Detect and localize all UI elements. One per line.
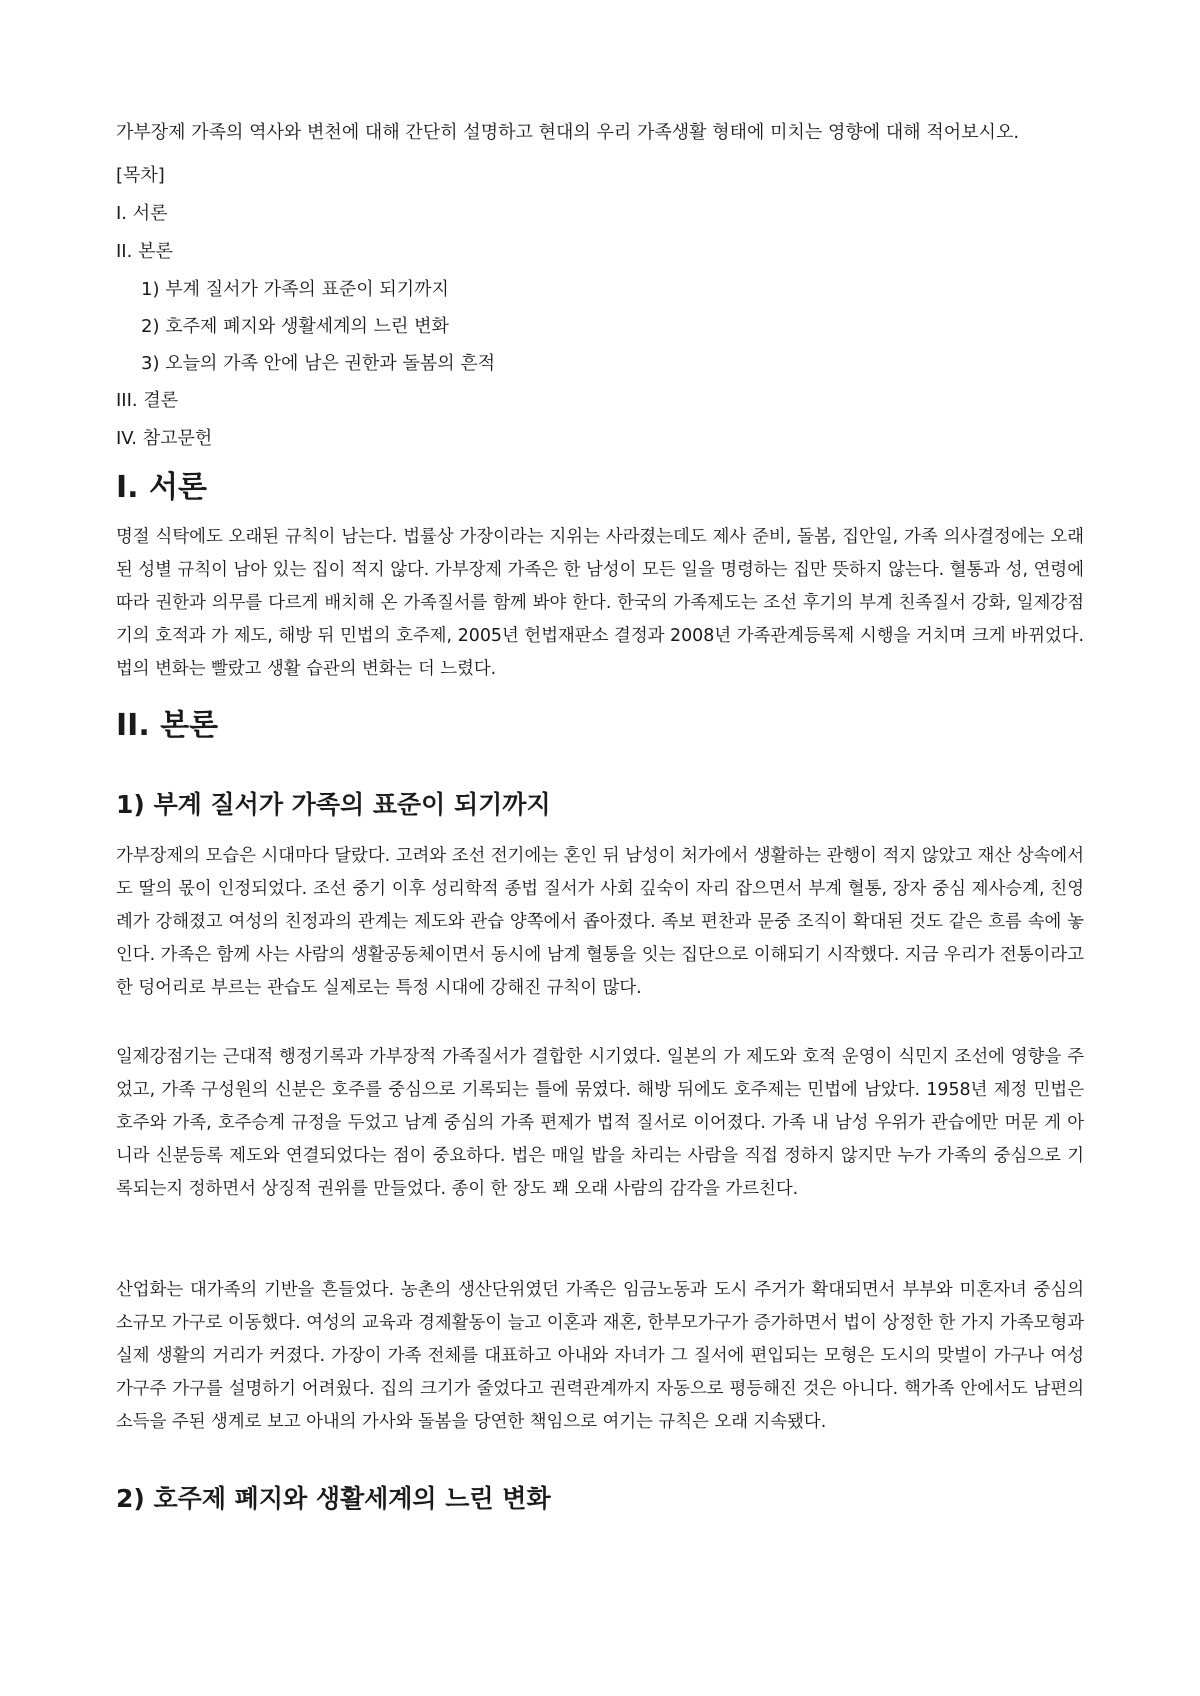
body-paragraph-2: 일제강점기는 근대적 행정기록과 가부장적 가족질서가 결합한 시기였다. 일본의 가 제도와 호적 운영이 식민지 조선에 영향을 주었고, 가족 구성원의 신분은 호주를 중심으로 기록되는 틀에 묶였다. 해방 뒤에도 호주제는 민법에 남았다. 1958년 제정 민법은 호주와 가족, 호주승계 규정을 두었고 남계 중심의 가족 편제가 법적 질서로 이어졌다. 가족 내 남성 우위가 관습에만 머문 게 아니라 신분등록 제도와 연결되었다는 점이 중요하다. 법은 매일 밥을 차리는 사람을 직접 정하지 않지만 누가 가족의 중심으로 기록되는지 정하면서 상징적 권위를 만들었다. 종이 한 장도 꽤 오래 사람의 감각을 가르친다. (116, 1047, 1084, 1199)
toc-item-body-2: 2) 호주제 폐지와 생활세계의 느린 변화 (141, 316, 449, 337)
body-paragraph-1: 가부장제의 모습은 시대마다 달랐다. 고려와 조선 전기에는 혼인 뒤 남성이 처가에서 생활하는 관행이 적지 않았고 재산 상속에서도 딸의 몫이 인정되었다. 조선 중기 이후 성리학적 종법 질서가 사회 깊숙이 자리 잡으면서 부계 혈통, 장자 중심 제사승계, 친영례가 강해졌고 여성의 친정과의 관계는 제도와 관습 양쪽에서 좁아졌다. 족보 편찬과 문중 조직이 확대된 것도 같은 흐름 속에 놓인다. 가족은 함께 사는 사람의 생활공동체이면서 동시에 남계 혈통을 잇는 집단으로 이해되기 시작했다. 지금 우리가 전통이라고 한 덩어리로 부르는 관습도 실제로는 특정 시대에 강해진 규칙이 많다. (116, 846, 1084, 998)
body-paragraph-3: 산업화는 대가족의 기반을 흔들었다. 농촌의 생산단위였던 가족은 임금노동과 도시 주거가 확대되면서 부부와 미혼자녀 중심의 소규모 가구로 이동했다. 여성의 교육과 경제활동이 늘고 이혼과 재혼, 한부모가구가 증가하면서 법이 상정한 한 가지 가족모형과 실제 생활의 거리가 커졌다. 가장이 가족 전체를 대표하고 아내와 자녀가 그 질서에 편입되는 모형은 도시의 맞벌이 가구나 여성가구주 가구를 설명하기 어려웠다. 집의 크기가 줄었다고 권력관계까지 자동으로 평등해진 것은 아니다. 핵가족 안에서도 남편의 소득을 주된 생계로 보고 아내의 가사와 돌봄을 당연한 책임으로 여기는 규칙은 오래 지속됐다. (116, 1280, 1084, 1432)
section-title-intro: I. 서론 (116, 470, 207, 505)
section-title-body: II. 본론 (116, 708, 219, 743)
subsection-title-2: 2) 호주제 폐지와 생활세계의 느린 변화 (116, 1484, 551, 1513)
toc-item-conclusion: III. 결론 (116, 390, 179, 411)
question-text: 가부장제 가족의 역사와 변천에 대해 간단히 설명하고 현대의 우리 가족생활 형태에 미치는 영향에 대해 적어보시오. (116, 122, 1020, 143)
toc-item-intro: I. 서론 (116, 203, 168, 224)
intro-paragraph: 명절 식탁에도 오래된 규칙이 남는다. 법률상 가장이라는 지위는 사라졌는데도 제사 준비, 돌봄, 집안일, 가족 의사결정에는 오래된 성별 규칙이 남아 있는 집이 적지 않다. 가부장제 가족은 한 남성이 모든 일을 명령하는 집만 뜻하지 않는다. 혈통과 성, 연령에 따라 권한과 의무를 다르게 배치해 온 가족질서를 함께 봐야 한다. 한국의 가족제도는 조선 후기의 부계 친족질서 강화, 일제강점기의 호적과 가 제도, 해방 뒤 민법의 호주제, 2005년 헌법재판소 결정과 2008년 가족관계등록제 시행을 거치며 크게 바뀌었다. 법의 변화는 빨랐고 생활 습관의 변화는 더 느렸다. (116, 527, 1084, 679)
toc-item-body: II. 본론 (116, 241, 173, 262)
toc-heading: [목차] (116, 165, 165, 186)
toc-item-references: IV. 참고문헌 (116, 428, 213, 449)
table-of-contents (116, 162, 495, 463)
toc-item-body-1: 1) 부계 질서가 가족의 표준이 되기까지 (141, 279, 449, 300)
toc-item-body-3: 3) 오늘의 가족 안에 남은 권한과 돌봄의 흔적 (141, 353, 496, 374)
subsection-title-1: 1) 부계 질서가 가족의 표준이 되기까지 (116, 790, 551, 819)
